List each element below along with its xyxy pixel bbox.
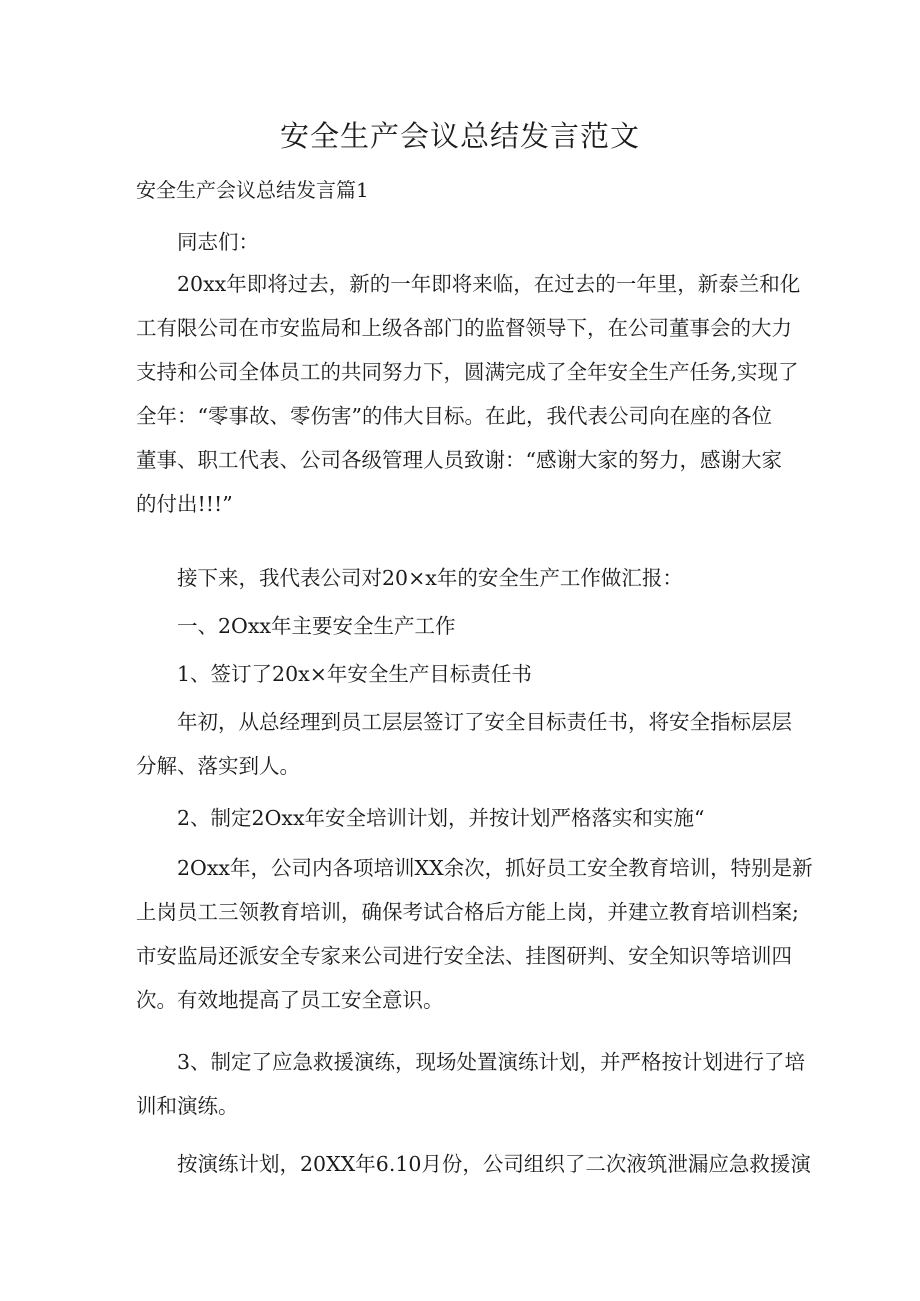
text-line: 市安监局还派安全专家来公司进行安全法、挂图研判、安全知识等培训四 <box>136 944 792 968</box>
text-line: 按演练计划，20XX年6.10月份，公司组织了二次液筑泄漏应急救援演 <box>177 1152 811 1176</box>
text-line: 训和演练。 <box>136 1094 239 1118</box>
text-line: 全年：“零事故、零伤害”的伟大目标。在此，我代表公司向在座的各位 <box>136 404 772 428</box>
report-intro-paragraph <box>136 556 791 600</box>
section-1-heading <box>136 604 791 648</box>
opening-paragraph <box>136 262 801 526</box>
item-1-heading <box>136 652 791 696</box>
text-line: 一、2Oxx年主要安全生产工作 <box>177 614 456 638</box>
text-line: 董事、职工代表、公司各级管理人员致谢：“感谢大家的努力，感谢大家 <box>136 448 782 472</box>
text-line: 2Oxx年，公司内各项培训XX余次，抓好员工安全教育培训，特别是新 <box>177 856 813 880</box>
text-line: 次。有效地提高了员工安全意识。 <box>136 988 444 1012</box>
greeting-paragraph <box>136 220 791 264</box>
document-title: 安全生产会议总结发言范文 <box>279 119 640 153</box>
text-line: 的付出!!!” <box>136 492 233 516</box>
item-3-body <box>136 1142 811 1186</box>
text-line: 分解、落实到人。 <box>136 754 300 778</box>
item-1-body <box>136 700 791 788</box>
text-line: 工有限公司在市安监局和上级各部门的监督领导下，在公司董事会的大力 <box>136 316 792 340</box>
text-line: 20xx年即将过去，新的一年即将来临，在过去的一年里，新泰兰和化 <box>177 272 801 296</box>
item-3-heading <box>136 1040 806 1128</box>
text-line: 上岗员工三领教育培训，确保考试合格后方能上岗，并建立教育培训档案; <box>136 900 799 924</box>
text-line: 接下来，我代表公司对20×x年的安全生产工作做汇报： <box>177 566 683 590</box>
item-2-heading <box>136 796 791 840</box>
text-line: 2、制定2Oxx年安全培训计划，并按计划严格落实和实施“ <box>177 806 705 830</box>
item-2-body <box>136 846 813 1022</box>
text-line: 支持和公司全体员工的共同努力下，圆满完成了全年安全生产任务,实现了 <box>136 360 799 384</box>
text-line: 年初，从总经理到员工层层签订了安全目标责任书，将安全指标层层 <box>177 710 792 734</box>
text-line: 1、签订了20x×年安全生产目标责任书 <box>177 662 532 686</box>
text-line: 同志们： <box>177 230 259 254</box>
text-line: 3、制定了应急救援演练，现场处置演练计划，并严格按计划进行了培 <box>177 1050 806 1074</box>
section-heading: 安全生产会议总结发言篇1 <box>136 178 369 202</box>
